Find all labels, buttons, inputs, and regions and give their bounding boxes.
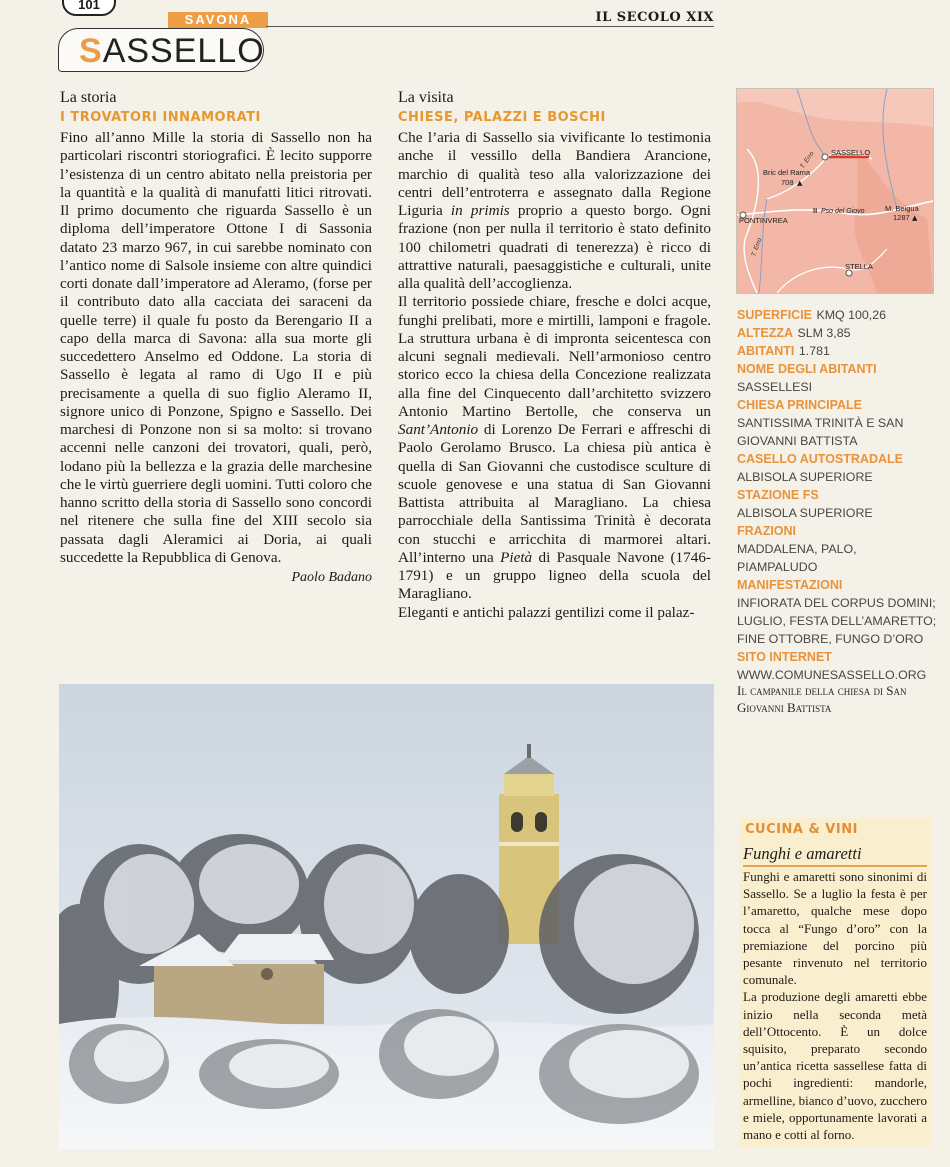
visita-paragraph-3: Eleganti e antichi palazzi gentilizi come il palaz- xyxy=(398,603,695,621)
fact-row xyxy=(737,396,937,450)
visita-kicker: La visita xyxy=(398,89,454,106)
photo-caption: Il campanile della chiesa di San Giovanni Battista xyxy=(737,683,907,715)
fact-label: FRAZIONI xyxy=(737,524,797,538)
map-label-beigua: M. Beigua xyxy=(885,204,919,213)
map-label-erro-2: T. Erro xyxy=(750,237,764,258)
text-run: di Lorenzo De Ferrari e affreschi di Paolo Gerolamo Brusco. La chiesa più antica è quella di San Giovanni che custodisce sculture di scuole genovese e una statua di San Giovanni Battista attribuita al Maragliano. La chiesa parrocchiale della Santissima Trinità è decorata con stucchi e arricchita di marmorei altari. All’interno una xyxy=(398,421,711,566)
fact-sheet xyxy=(737,306,937,684)
fact-row xyxy=(737,360,937,396)
town-title xyxy=(79,32,265,71)
text-run: Il territorio possiede chiare, fresche e dolci acque, funghi prelibati, more e mirtilli, lamponi e fragole. La struttura urbana è di impronta seicentesca con alcuni segnali medievali. Nell’armonioso centro storico ecco la chiesa della Concezione realizzata alla fine del Cinquecento dall’architetto svizzero Antonio Martino Bertolle, che conserva un xyxy=(398,293,711,420)
fact-label: STAZIONE FS xyxy=(737,488,819,502)
bell-tower-photo xyxy=(59,684,714,1149)
sidebar-tag: CUCINA & VINI xyxy=(745,822,858,837)
fact-label: SUPERFICIE xyxy=(737,308,813,322)
fact-row xyxy=(737,648,937,684)
map-label-road: II xyxy=(813,206,818,215)
fact-row xyxy=(737,522,937,576)
fact-row xyxy=(737,342,937,360)
page-number: 101 xyxy=(62,0,116,16)
fact-value: INFIORATA DEL CORPUS DOMINI; LUGLIO, FESTA DELL’AMARETTO; FINE OTTOBRE, FUNGO D’ORO xyxy=(737,596,937,646)
storia-author: Paolo Badano xyxy=(291,570,372,585)
town-initial: S xyxy=(79,32,103,70)
fact-label: ABITANTI xyxy=(737,344,795,358)
visita-column xyxy=(398,88,711,622)
italic-run: Pietà xyxy=(500,548,533,566)
fact-row xyxy=(737,306,937,324)
fact-row xyxy=(737,576,937,648)
storia-subhead: I TROVATORI INNAMORATI xyxy=(60,110,261,125)
fact-label: ALTEZZA xyxy=(737,326,794,340)
map-label-stella: STELLA xyxy=(845,262,873,271)
map-label-bric: Bric del Rama xyxy=(763,168,811,177)
svg-text:▲: ▲ xyxy=(797,179,803,187)
map-label-passo: Pso del Giovo xyxy=(821,208,865,215)
storia-kicker: La storia xyxy=(60,89,117,106)
map-label-beigua-alt: 1287 xyxy=(893,213,910,222)
fact-value: ALBISOLA SUPERIORE xyxy=(737,506,873,520)
fact-value: SLM 3,85 xyxy=(797,326,851,340)
fact-label: MANIFESTAZIONI xyxy=(737,578,843,592)
fact-row xyxy=(737,450,937,486)
sidebar-paragraph-2: La produzione degli amaretti ebbe inizio nella seconda metà dell’Ottocento. È un dolce squisito, preparato secondo un’antica ricetta sassellese fatta di pochi ingredienti: mandorle, armelline, bianco d’uovo, zucchero e miele, opportunamente lavorati a mano e cotti al forno. xyxy=(743,989,927,1143)
fact-label: CHIESA PRINCIPALE xyxy=(737,398,863,412)
visita-subhead: CHIESE, PALAZZI E BOSCHI xyxy=(398,110,606,125)
fact-row xyxy=(737,324,937,342)
fact-label: SITO INTERNET xyxy=(737,650,832,664)
visita-paragraph-1 xyxy=(398,129,711,293)
text-run: Che l’aria di Sassello sia vivificante lo testimonia anche il vessillo della Bandiera Arancione, marchio di qualità teso alla valorizzazione dei centri dell’entroterra e assegnato dalla Regione Liguria xyxy=(398,129,711,219)
food-sidebar xyxy=(739,818,931,1147)
sidebar-title: Funghi e amaretti xyxy=(743,844,927,867)
italic-run: in primis xyxy=(450,202,510,219)
fact-value: WWW.COMUNESASSELLO.ORG xyxy=(737,668,927,682)
town-rest: ASSELLO xyxy=(102,32,265,70)
fact-value: 1.781 xyxy=(798,344,830,358)
svg-text:▲: ▲ xyxy=(912,214,918,222)
location-map xyxy=(736,88,934,294)
fact-value: SANTISSIMA TRINITÀ E SAN GIOVANNI BATTISTA xyxy=(737,416,904,448)
map-label-erro-1: T. Erro xyxy=(798,150,816,171)
visita-paragraph-2 xyxy=(398,293,711,603)
fact-row xyxy=(737,486,937,522)
map-label-pontinvrea: PONTINVREA xyxy=(739,216,788,225)
text-run: di Pasquale Navone (1746-1791) e un gruppo ligneo della scuola del Maragliano. xyxy=(398,548,711,603)
fact-value: KMQ 100,26 xyxy=(816,308,887,322)
newspaper-name: IL SECOLO XIX xyxy=(595,10,714,25)
sidebar-body xyxy=(743,868,927,1143)
map-label-sassello: SASSELLO xyxy=(831,148,871,157)
fact-value: ALBISOLA SUPERIORE xyxy=(737,470,873,484)
header-rule xyxy=(266,26,714,27)
text-run: proprio a questo borgo. Ogni frazione (non per nulla il territorio è stato definito 100 chilometri quadrati di tenerezza) è ricco di attrattive naturali, paesaggistiche e culturali, unite alla qualità dell’accoglienza. xyxy=(398,202,712,292)
sidebar-paragraph-1: Funghi e amaretti sono sinonimi di Sassello. Se a luglio la festa è per l’amaretto, qualche mese dopo tocca al “Fungo d’oro” con la premiazione del porcino più pesante rinvenuto nel territorio comunale. xyxy=(743,869,927,988)
fact-value: MADDALENA, PALO, PIAMPALUDO xyxy=(737,542,857,574)
italic-run: Sant’Antonio xyxy=(398,421,479,438)
fact-label: CASELLO AUTOSTRADALE xyxy=(737,452,903,466)
fact-label: NOME DEGLI ABITANTI xyxy=(737,362,877,376)
fact-value: SASSELLESI xyxy=(737,380,813,394)
map-label-bric-alt: 708 xyxy=(781,178,794,187)
region-label: SAVONA xyxy=(168,12,268,28)
storia-column xyxy=(60,88,372,587)
town-title-box xyxy=(58,28,264,72)
storia-body: Fino all’anno Mille la storia di Sassello non ha particolari riscontri storiografici. È lecito supporre l’esistenza di un centro abitato nella preistoria per la quantità e la qualità di manufatti litici ritrovati. Il primo documento che riguarda Sassello è un diploma dell’imperatore Ottone I di Sassonia datato 23 marzo 967, in cui sarebbe nominato con l’antico nome di Salsole insieme con altre quindici corti donate dall’imperatore ad Aleramo, (forse per il contributo dato alla cacciata dei saraceni da quelle terre) il quale fu posto da Berengario II a capo della marca di Savona: alla sua morte gli succedettero Anselmo ed Oddone. La storia di Sassello è legata al ramo di Ugo II e più precisamente a quella di suo figlio Aleramo II, signore unico di Ponzone, Spigno e Sassello. Dei marchesi di Ponzone non si sa molto: si trovano accenni nelle canzoni dei trovatori, quali, però, lodano più la bellezza e la grazia delle marchesine che le virtù guerriere degli uomini. Tutti coloro che hanno scritto della storia di Sassello sono concordi nel ritenere che sulla fine del XIII secolo sia passata dagli Aleramici ai Doria, ai quali succedette la Repubblica di Genova. xyxy=(60,129,372,566)
